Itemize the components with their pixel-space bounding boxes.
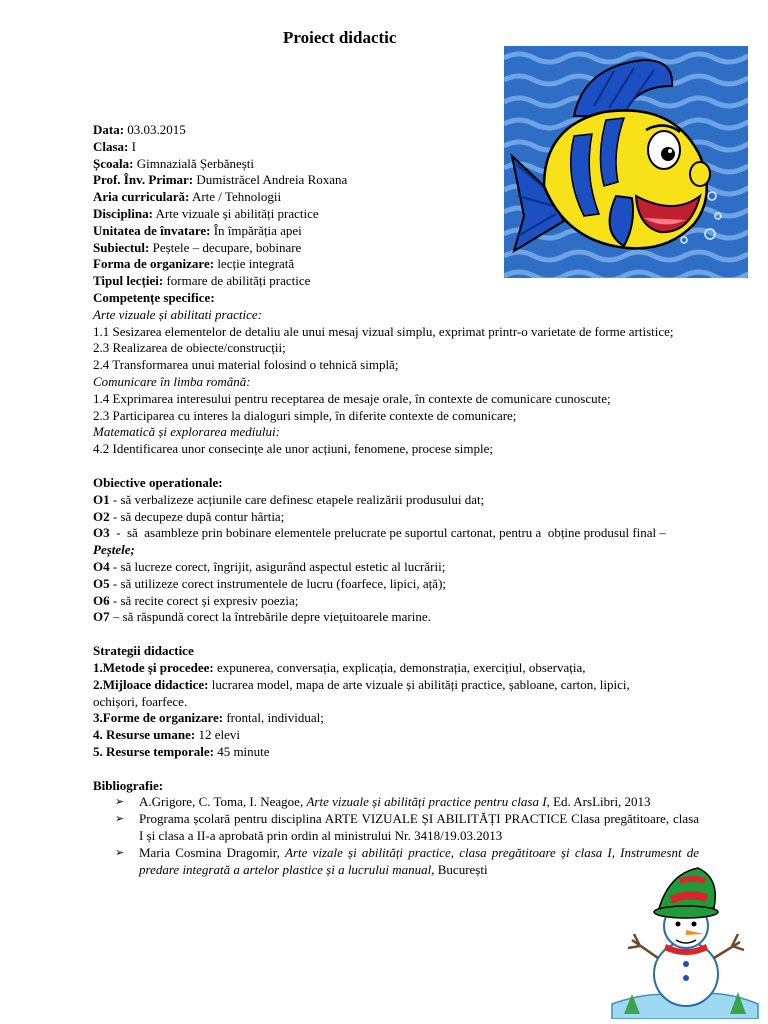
- bibliografie-item: ➢ Maria Cosmina Dragomir, Arte vizale și abilități practice, clasa pregătitoare și clasa I, Instrumesnt de predare integrată a artelor plastice și a lucrului manual, București: [115, 844, 699, 877]
- obiective-heading: Obiective operationale:: [93, 474, 223, 490]
- bibliografie-list: [93, 794, 699, 878]
- meta-line: Data: 03.03.2015: [93, 122, 186, 137]
- document-title: Proiect didactic: [283, 28, 397, 47]
- strategii-heading: Strategii didactice: [93, 643, 194, 659]
- competente-item: 4.2 Identificarea unor consecințe ale unor acțiuni, fenomene, procese simple;: [93, 441, 493, 457]
- meta-line: Prof. Înv. Primar: Dumistrăcel Andreia Roxana: [93, 172, 348, 188]
- meta-line: Clasa: I: [93, 138, 136, 154]
- competente-item: 2.4 Transformarea unui material folosind o tehnică simplă;: [93, 357, 399, 373]
- bibliografie-item: ➢ Programa școlară pentru disciplina ARTE VIZUALE ȘI ABILITĂȚI PRACTICE Clasa pregătitoare, clasa I și clasa a II-a aprobată prin ordin al ministrului Nr. 3418/19.03.2013: [115, 811, 699, 844]
- competente-item: 2.3 Participarea cu interes la dialoguri simple, în diferite contexte de comunicare;: [93, 407, 517, 423]
- obiectiv-item: O2 - să decupeze după contur hârtia;: [93, 508, 285, 524]
- snowman-illustration: [610, 864, 760, 1019]
- obiectiv-item: O6 - să recite corect și expresiv poezia;: [93, 592, 299, 608]
- competente-heading: Competențe specifice:: [93, 289, 215, 305]
- meta-line: Forma de organizare: lecție integrată: [93, 256, 295, 272]
- competente-item: 2.3 Realizarea de obiecte/construcții;: [93, 340, 286, 356]
- obiectiv-item: O7 – să răspundă corect la întrebările depre viețuitoarele marine.: [93, 609, 431, 625]
- arrow-bullet-icon: ➢: [115, 845, 125, 859]
- competente-group-title: Comunicare în limba română:: [93, 373, 251, 389]
- obiectiv-item: O4 - să lucreze corect, îngrijit, asigurând aspectul estetic al lucrării;: [93, 558, 446, 574]
- competente-group-title: Arte vizuale și abilitati practice:: [93, 306, 262, 322]
- obiectiv-item: O1 - să verbalizeze acțiunile care definesc etapele realizării produsului dat;: [93, 491, 485, 507]
- strategie-item: 5. Resurse temporale: 45 minute: [93, 743, 270, 759]
- bibliografie-heading: Bibliografie:: [93, 777, 164, 793]
- arrow-bullet-icon: ➢: [115, 812, 125, 826]
- strategie-item: 4. Resurse umane: 12 elevi: [93, 727, 240, 743]
- meta-line: Disciplina: Arte vizuale și abilități practice: [93, 205, 319, 221]
- obiectiv-item: O3 - să asambleze prin bobinare elementele prelucrate pe suportul cartonat, pentru a obține produsul final – Peștele;: [93, 525, 670, 558]
- meta-line: Unitatea de învatare: În împărăția apei: [93, 222, 302, 238]
- strategie-item: 1.Metode și procedee: expunerea, conversația, explicația, demonstrația, exercițiul, observația,: [93, 659, 586, 675]
- competente-item: 1.1 Sesizarea elementelor de detaliu ale unui mesaj vizual simplu, exprimat printr-o varietate de forme artistice;: [93, 323, 674, 339]
- meta-line: Tipul lecției: formare de abilități practice: [93, 273, 311, 289]
- competente-group-title: Matematică și explorarea mediului:: [93, 424, 280, 440]
- document-body: [93, 122, 699, 878]
- obiectiv-item: O5 - să utilizeze corect instrumentele de lucru (foarfece, lipici, ață);: [93, 575, 447, 591]
- meta-line: Școala: Gimnazială Șerbănești: [93, 155, 255, 171]
- meta-line: Subiectul: Peștele – decupare, bobinare: [93, 239, 302, 255]
- meta-line: Aria curriculară: Arte / Tehnologii: [93, 189, 282, 205]
- bibliografie-item: ➢ A.Grigore, C. Toma, I. Neagoe, Arte vizuale și abilități practice pentru clasa I, Ed. ArsLibri, 2013: [115, 794, 651, 810]
- strategie-item: 3.Forme de organizare: frontal, individual;: [93, 710, 324, 726]
- strategie-item: 2.Mijloace didactice: lucrarea model, mapa de arte vizuale și abilități practice, șabloane, carton, lipici, ochișori, foarfece.: [93, 676, 630, 709]
- arrow-bullet-icon: ➢: [115, 795, 125, 809]
- competente-item: 1.4 Exprimarea interesului pentru receptarea de mesaje orale, în contexte de comunicare cunoscute;: [93, 390, 611, 406]
